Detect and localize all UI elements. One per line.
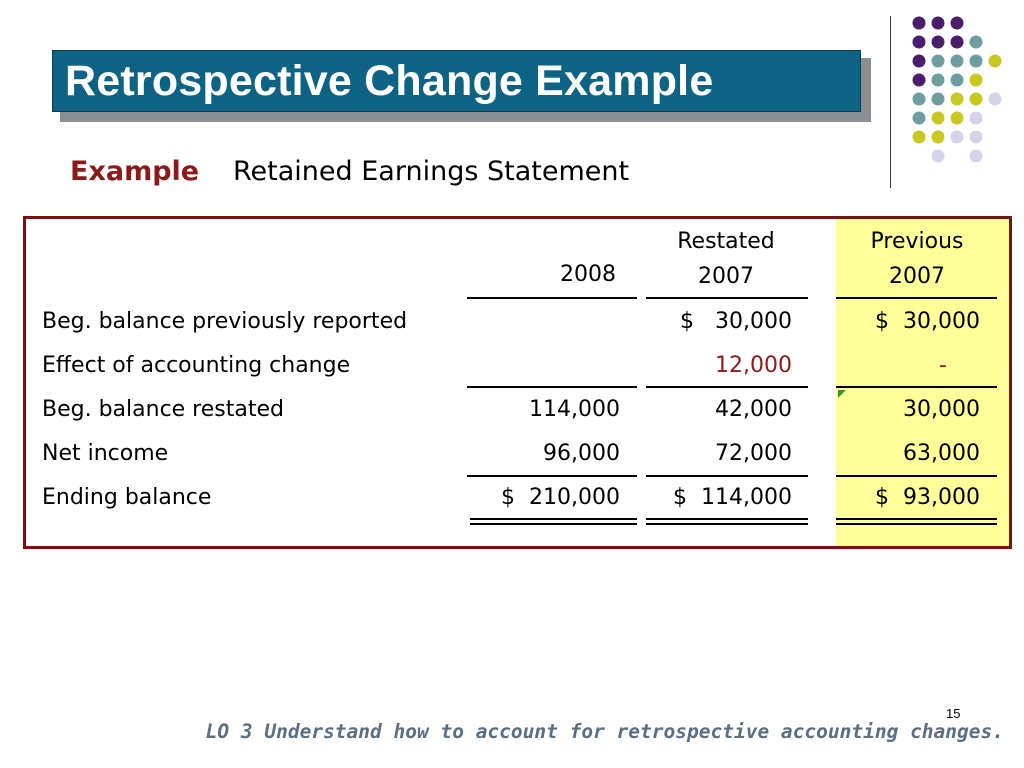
row-value-col2: 12,000 bbox=[715, 353, 792, 378]
row-value-col3: - bbox=[939, 353, 947, 378]
page-number: 15 bbox=[946, 706, 961, 721]
header-col3-line1: Previous bbox=[870, 229, 964, 254]
dot bbox=[932, 112, 945, 125]
row-value-col1: 114,000 bbox=[529, 397, 620, 422]
dot bbox=[970, 131, 983, 144]
dot bbox=[951, 112, 964, 125]
dot bbox=[951, 36, 964, 49]
double-rule-bottom-col1 bbox=[470, 523, 637, 525]
dot bbox=[932, 74, 945, 87]
dot bbox=[951, 55, 964, 68]
learning-objective: LO 3 Understand how to account for retrospective accounting changes. bbox=[205, 720, 1004, 743]
statement-title: Retained Earnings Statement bbox=[233, 156, 630, 187]
row-value-col2: 42,000 bbox=[715, 397, 792, 422]
subtotal-rule-col1 bbox=[467, 386, 637, 388]
dot bbox=[970, 93, 983, 106]
dots-yellow bbox=[913, 55, 1002, 144]
header-col2-line1: Restated bbox=[677, 229, 775, 254]
header-rule-col1 bbox=[467, 297, 637, 299]
dot bbox=[932, 150, 945, 163]
total-rule-col2 bbox=[646, 475, 808, 477]
dot bbox=[932, 93, 945, 106]
header-rule-col2 bbox=[646, 297, 808, 299]
dot bbox=[913, 74, 926, 87]
subtotal-rule-col3 bbox=[836, 386, 997, 388]
row-label: Net income bbox=[42, 441, 169, 466]
dot bbox=[970, 112, 983, 125]
title-bar bbox=[52, 50, 861, 112]
double-rule-top-col2 bbox=[646, 518, 808, 520]
row-label: Beg. balance restated bbox=[42, 397, 284, 422]
dot bbox=[932, 55, 945, 68]
double-rule-top-col3 bbox=[836, 518, 997, 520]
dots-lavender bbox=[932, 93, 1002, 163]
subtotal-rule-col2 bbox=[646, 386, 808, 388]
row-value-col3: 63,000 bbox=[903, 441, 980, 466]
row-value-col1: 96,000 bbox=[543, 441, 620, 466]
decorative-divider bbox=[890, 16, 891, 188]
row-value-col2: 72,000 bbox=[715, 441, 792, 466]
dot bbox=[951, 93, 964, 106]
header-col1-year: 2008 bbox=[560, 262, 616, 287]
total-rule-col3 bbox=[836, 475, 997, 477]
row-value-col2: $ 30,000 bbox=[680, 309, 792, 334]
row-value-col3: 30,000 bbox=[903, 397, 980, 422]
row-value-col3: $ 93,000 bbox=[875, 485, 980, 510]
dot bbox=[932, 131, 945, 144]
dot bbox=[913, 112, 926, 125]
header-col2-line2: 2007 bbox=[698, 264, 754, 289]
dot bbox=[970, 36, 983, 49]
header-col3-line2: 2007 bbox=[889, 264, 945, 289]
dot bbox=[970, 74, 983, 87]
dot bbox=[989, 93, 1002, 106]
row-value-col3: $ 30,000 bbox=[875, 309, 980, 334]
row-label: Ending balance bbox=[42, 485, 212, 510]
header-rule-col3 bbox=[836, 297, 997, 299]
dots-purple bbox=[913, 17, 964, 87]
dot bbox=[932, 36, 945, 49]
dot bbox=[913, 55, 926, 68]
dot bbox=[913, 93, 926, 106]
dot bbox=[970, 55, 983, 68]
double-rule-bottom-col2 bbox=[646, 523, 808, 525]
slide-title: Retrospective Change Example bbox=[65, 57, 714, 105]
row-label: Beg. balance previously reported bbox=[42, 309, 408, 334]
row-value-col2: $ 114,000 bbox=[673, 485, 792, 510]
dot bbox=[951, 131, 964, 144]
dot bbox=[951, 74, 964, 87]
row-value-col1: $ 210,000 bbox=[501, 485, 620, 510]
dot bbox=[913, 17, 926, 30]
dot bbox=[970, 150, 983, 163]
dot bbox=[913, 131, 926, 144]
example-label: Example bbox=[70, 156, 200, 187]
dots-teal bbox=[913, 36, 983, 125]
row-label: Effect of accounting change bbox=[42, 353, 351, 378]
double-rule-top-col1 bbox=[470, 518, 637, 520]
dot bbox=[932, 17, 945, 30]
dot bbox=[913, 36, 926, 49]
total-rule-col1 bbox=[467, 475, 637, 477]
dot bbox=[951, 17, 964, 30]
double-rule-bottom-col3 bbox=[836, 523, 997, 525]
dot bbox=[989, 55, 1002, 68]
